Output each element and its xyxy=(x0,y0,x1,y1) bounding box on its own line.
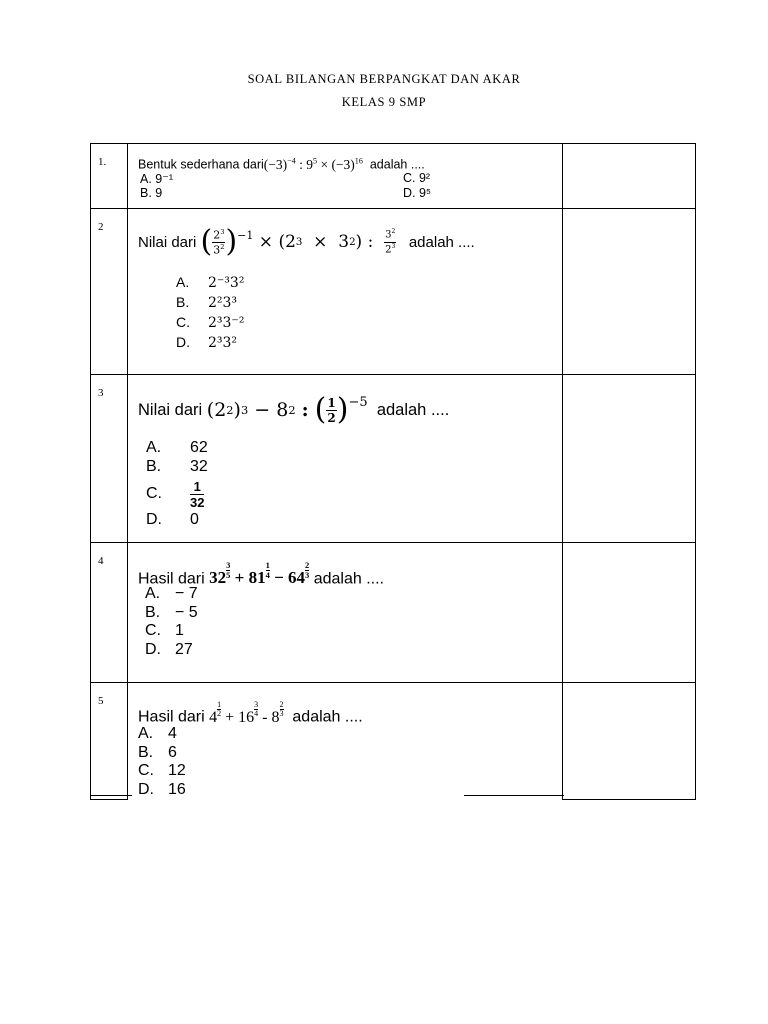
question-number: 1. xyxy=(91,144,128,209)
stem-prefix: Bentuk sederhana dari xyxy=(138,157,264,172)
option-b: B. − 5 xyxy=(145,603,198,621)
question-number: 4 xyxy=(91,543,128,683)
table-row xyxy=(91,144,696,209)
math-expression: ( $\frac{2^3}{3^2}$ ) −1 × (2 $_3$ × 3 2 ) : $\frac{3^2}{2^3}$ xyxy=(200,224,396,259)
option-a: A. 9⁻¹ xyxy=(140,172,174,186)
table-row xyxy=(91,683,696,800)
answer-cell xyxy=(563,375,696,543)
option-row xyxy=(138,186,562,201)
question-stem xyxy=(138,219,562,265)
option-c: C. 1 xyxy=(145,622,184,639)
answer-cell xyxy=(563,209,696,375)
table-bottom-border-left xyxy=(90,795,132,796)
option-d: D. 9⁵ xyxy=(403,186,432,200)
stem-prefix: Hasil dari xyxy=(138,708,205,726)
question-stem xyxy=(138,389,562,431)
answer-cell xyxy=(563,543,696,683)
option-a: A. 2⁻³3² xyxy=(176,274,245,291)
answer-cell xyxy=(563,683,696,800)
table-row xyxy=(91,209,696,375)
option-d: D. 0 xyxy=(146,511,199,528)
stem-prefix: Nilai dari xyxy=(138,400,203,419)
question-cell xyxy=(128,144,563,209)
stem-prefix: Nilai dari xyxy=(138,233,197,251)
question-cell xyxy=(128,209,563,375)
option-d: D. 27 xyxy=(145,640,193,658)
page-title: SOAL BILANGAN BERPANGKAT DAN AKAR xyxy=(247,72,521,86)
table-bottom-border-right xyxy=(464,795,564,796)
option-b: B. 2²3³ xyxy=(176,294,238,311)
math-expression: $(-3)^{-4}$ : $9^5 \times (-3)^{16}$ xyxy=(263,156,363,172)
question-stem xyxy=(138,156,562,171)
option-list xyxy=(176,274,562,354)
page-subtitle: KELAS 9 SMP xyxy=(341,95,427,109)
math-expression: 4 $\frac{1}{2}$ + 16 $\frac{3}{4}$ - 8 $\frac{2}{3}$ xyxy=(209,700,284,726)
option-b: B. 6 xyxy=(138,743,177,761)
stem-suffix: adalah .... xyxy=(376,400,450,419)
question-number: 2 xyxy=(91,209,128,375)
stem-suffix: adalah .... xyxy=(292,708,363,726)
option-d: D. 16 xyxy=(138,780,186,798)
option-c: C. 2³3⁻² xyxy=(176,314,245,331)
stem-suffix: adalah .... xyxy=(369,157,425,172)
math-expression: (2 2 ) 3 − 8 2 : ( $\frac{1}{2}$ ) −5 xyxy=(206,392,368,427)
option-list xyxy=(146,439,562,530)
option-a: A. 62 xyxy=(146,439,208,456)
question-cell xyxy=(128,543,563,683)
question-stem xyxy=(138,560,562,588)
stem-suffix: adalah .... xyxy=(313,570,384,588)
option-list xyxy=(145,585,562,659)
math-expression: 32 $\frac{3}{5}$ + 81 $\frac{1}{4}$ − 64 $\frac{2}{3}$ xyxy=(209,560,310,588)
option-c: C. $\frac{1}{32}$ xyxy=(146,478,205,510)
question-cell xyxy=(128,375,563,543)
question-cell xyxy=(128,683,563,800)
option-c: C. 9² xyxy=(403,171,431,185)
stem-suffix: adalah .... xyxy=(408,233,475,251)
option-a: A. 4 xyxy=(138,725,177,742)
stem-prefix: Hasil dari xyxy=(138,570,205,588)
option-b: B. 32 xyxy=(146,458,208,475)
table-row xyxy=(91,543,696,683)
option-c: C. 12 xyxy=(138,762,186,779)
table-row xyxy=(91,375,696,543)
option-a: A. − 7 xyxy=(145,585,198,602)
question-number: 5 xyxy=(91,683,128,800)
question-number: 3 xyxy=(91,375,128,543)
option-d: D. 2³3² xyxy=(176,334,238,351)
option-b: B. 9 xyxy=(140,186,163,200)
question-table xyxy=(90,143,696,800)
option-row xyxy=(138,171,562,186)
answer-cell xyxy=(563,144,696,209)
question-stem xyxy=(138,701,562,725)
option-list xyxy=(138,725,562,799)
